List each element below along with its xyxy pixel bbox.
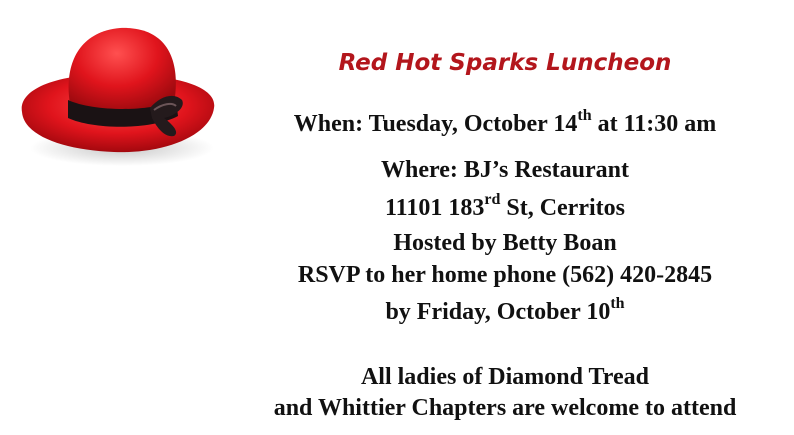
- event-venue: Where: BJ’s Restaurant: [381, 157, 629, 183]
- address-text: 11101 183: [385, 195, 485, 221]
- event-date-time: [250, 107, 760, 137]
- when-ordinal: th: [577, 107, 592, 124]
- rsvp-line: RSVP to her home phone (562) 420-2845: [297, 262, 713, 288]
- event-address: [300, 191, 710, 221]
- event-title: Red Hot Sparks Luncheon: [338, 50, 672, 76]
- address-ordinal: rd: [484, 191, 501, 208]
- deadline-text: by Friday, October 10: [385, 299, 611, 325]
- rsvp-deadline: [300, 295, 710, 325]
- deadline-ordinal: th: [610, 295, 625, 312]
- when-text: When: Tuesday, October 14: [293, 111, 578, 137]
- closing-line-2: and Whittier Chapters are welcome to attend: [273, 395, 737, 421]
- when-time: at 11:30 am: [591, 111, 717, 137]
- address-city: St, Cerritos: [500, 195, 625, 221]
- event-host: Hosted by Betty Boan: [393, 230, 617, 256]
- red-hat-icon: [14, 20, 220, 170]
- closing-line-1: All ladies of Diamond Tread: [360, 364, 650, 390]
